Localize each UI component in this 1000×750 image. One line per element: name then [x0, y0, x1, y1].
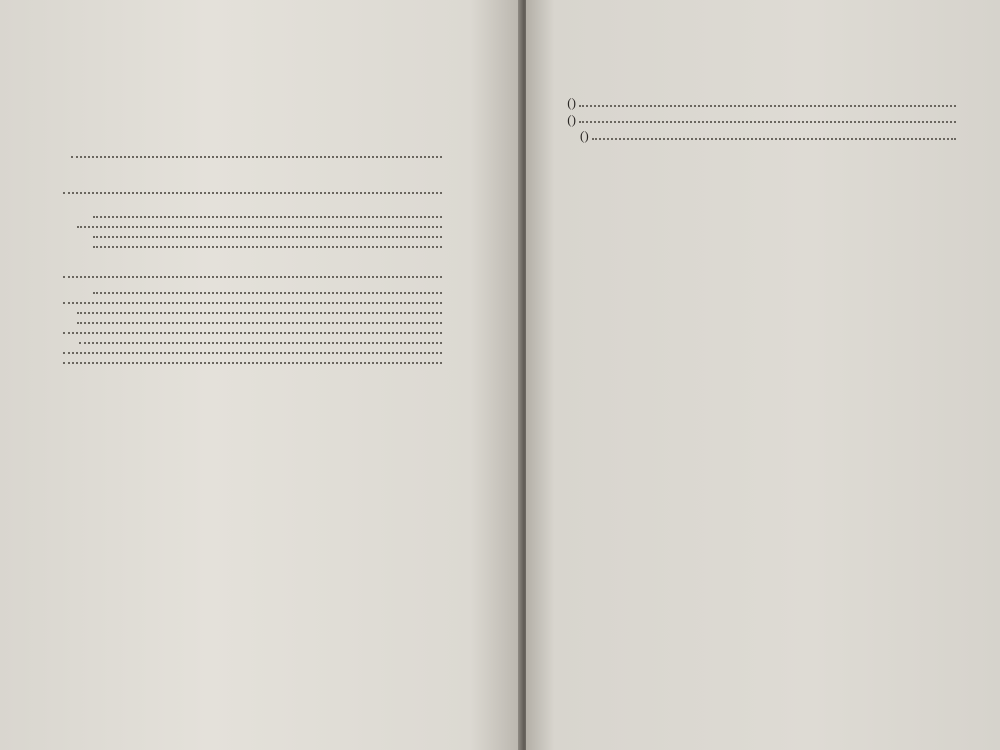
dot-leader [63, 362, 442, 364]
toc-entry-heraclitus [60, 292, 445, 298]
toc-entry: ( ) [564, 129, 959, 144]
dot-leader [79, 342, 442, 344]
toc-entry [60, 216, 445, 222]
toc-entry [60, 362, 445, 368]
dot-leader [77, 226, 442, 228]
dot-leader [93, 236, 442, 238]
toc-entry: ( ) [564, 113, 959, 128]
dot-leader [63, 332, 442, 334]
dot-leader [579, 105, 956, 107]
dot-leader [63, 276, 442, 278]
toc-entry: ( ) [564, 96, 959, 111]
toc-entry [60, 226, 445, 232]
toc-entry [60, 352, 445, 358]
dot-leader [63, 192, 442, 194]
preface-entry [60, 156, 445, 162]
toc-entry [60, 246, 445, 252]
dot-leader [63, 352, 442, 354]
dot-leader [63, 302, 442, 304]
toc-entry [60, 302, 445, 308]
dot-leader [93, 216, 442, 218]
dot-leader [71, 156, 442, 158]
dot-leader [93, 246, 442, 248]
dot-leader [592, 138, 956, 140]
contents-left-column [60, 120, 445, 372]
toc-entry [60, 332, 445, 338]
right-page [526, 0, 1000, 750]
toc-entry [60, 342, 445, 348]
toc-entry [60, 322, 445, 328]
dot-leader [579, 121, 956, 123]
dot-leader [77, 322, 442, 324]
dot-leader [93, 292, 442, 294]
contents-right-column [564, 40, 959, 146]
toc-entry [60, 236, 445, 242]
dot-leader [77, 312, 442, 314]
toc-entry [60, 312, 445, 318]
